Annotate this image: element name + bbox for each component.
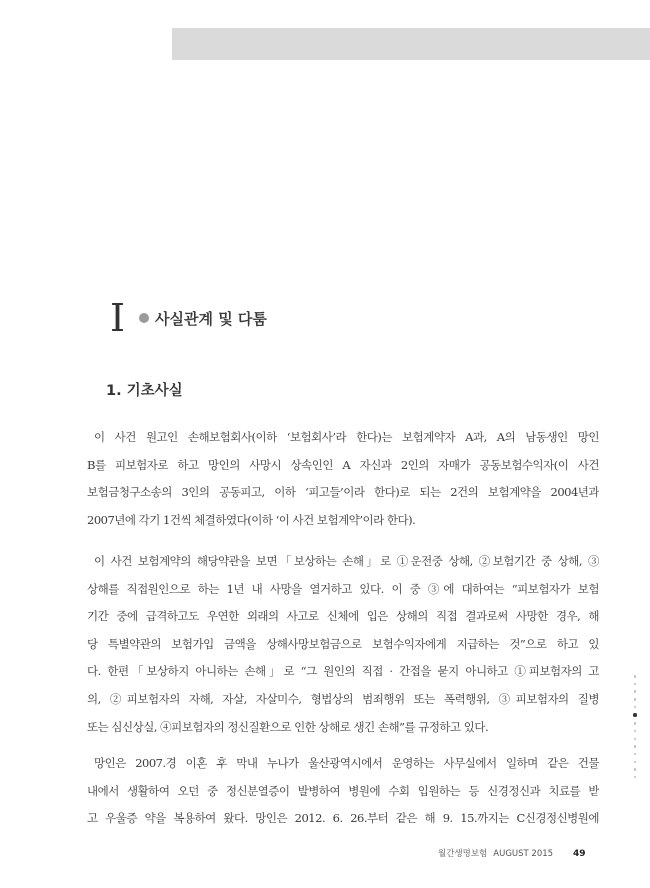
paragraph-line: 망인은 2007.경 이혼 후 막내 누나가 울산광역시에서 운영하는 사무실에서 일하며 같은 건물 <box>94 756 599 770</box>
journal-name: 월간생명보험 <box>438 849 488 859</box>
page-indicator-dot <box>633 713 637 717</box>
side-page-indicator <box>633 675 637 784</box>
paragraph-line: 상해를 직접원인으로 하는 1년 내 사망을 열거하고 있다. 이 중 ③에 대하여는 “피보험자가 보험 <box>87 581 599 596</box>
paragraph-3 <box>87 750 599 833</box>
paragraph-1 <box>87 424 599 534</box>
issue-label: AUGUST 2015 <box>493 849 554 859</box>
paragraph-line: 기간 중에 급격하고도 우연한 외래의 사고로 신체에 입은 상해의 직접 결과로써 사망한 경우, 해 <box>87 609 599 624</box>
page-indicator-dot <box>634 675 637 678</box>
paragraph-line: 이 사건 원고인 손해보험회사(이하 ‘보험회사’라 한다)는 보험계약자 A과, A의 남동생인 망인 <box>94 430 599 444</box>
top-header-bar <box>172 28 650 60</box>
paragraph-2 <box>87 548 599 741</box>
paragraph-line: 다. 한편「보상하지 아니하는 손해」로 “그 원인의 직접 · 간접을 묻지 아니하고 ①피보험자의 고 <box>87 664 599 679</box>
page-indicator-dot <box>634 722 637 725</box>
paragraph-line: 보험금청구소송의 3인의 공동피고, 이하 ‘피고들’이라 한다)로 되는 2건의 보험계약을 2004년과 <box>87 485 599 500</box>
section-heading <box>110 296 267 340</box>
page-number: 49 <box>573 849 586 859</box>
page-indicator-dot <box>634 730 637 733</box>
paragraph-line: 2007년에 각기 1건씩 체결하였다(이하 ‘이 사건 보험계약’이라 한다). <box>87 512 416 527</box>
paragraph-line: 당 특별약관의 보험가입 금액을 상해사망보험금으로 보험수익자에게 지급하는 것”으로 하고 있 <box>87 636 599 651</box>
paragraph-line: 내에서 생활하여 오던 중 정신분열증이 발병하여 병원에 수회 입원하는 등 신경정신과 치료를 받 <box>87 783 599 798</box>
page-indicator-dot <box>634 738 637 741</box>
page-indicator-dot <box>634 768 637 771</box>
page-indicator-dot <box>634 683 637 686</box>
paragraph-line: B를 피보험자로 하고 망인의 사망시 상속인인 A 자신과 2인의 자매가 공동보험수익자(이 사건 <box>87 457 599 472</box>
page-indicator-dot <box>634 698 637 701</box>
section-numeral: I <box>110 296 126 340</box>
subsection-title: 1. 기초사실 <box>106 383 183 399</box>
page-indicator-dot <box>634 753 637 756</box>
page-footer <box>438 847 586 859</box>
paragraph-line: 또는 심신상실, ④피보험자의 정신질환으로 인한 상해로 생긴 손해”를 규정하고 있다. <box>87 719 489 734</box>
page-indicator-dot <box>634 706 637 709</box>
bullet-dot-icon <box>139 313 149 323</box>
section-title: 사실관계 및 다툼 <box>155 309 267 328</box>
page-indicator-dot <box>634 761 637 764</box>
paragraph-line: 고 우울증 약을 복용하여 왔다. 망인은 2012. 6. 26.부터 같은 해 9. 15.까지는 C신경정신병원에 <box>87 811 599 826</box>
paragraph-line: 의, ②피보험자의 자해, 자살, 자살미수, 형법상의 범죄행위 또는 폭력행위, ③피보험자의 질병 <box>87 691 599 706</box>
page-indicator-dot <box>634 690 637 693</box>
page-indicator-dot <box>634 745 637 748</box>
paragraph-line: 이 사건 보험계약의 해당약관을 보면「보상하는 손해」로 ①운전중 상해, ②보험기간 중 상해, ③ <box>94 554 599 568</box>
page-indicator-dot <box>634 776 637 779</box>
